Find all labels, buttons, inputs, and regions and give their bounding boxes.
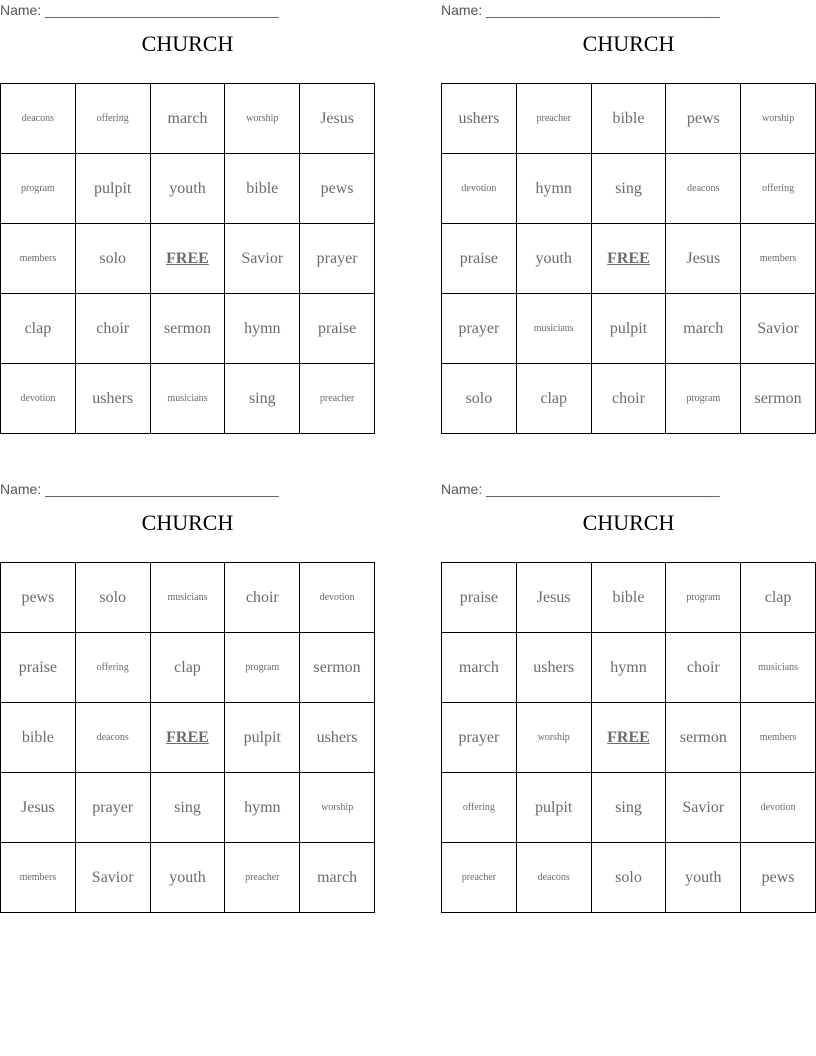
bingo-cell[interactable]: march bbox=[300, 843, 375, 913]
free-space[interactable]: FREE bbox=[151, 703, 226, 773]
bingo-cell[interactable]: pulpit bbox=[76, 154, 151, 224]
bingo-cell[interactable]: hymn bbox=[225, 294, 300, 364]
bingo-cell[interactable]: bible bbox=[592, 84, 667, 154]
bingo-cell[interactable]: sermon bbox=[300, 633, 375, 703]
bingo-grid bbox=[0, 83, 375, 434]
bingo-cell[interactable]: program bbox=[225, 633, 300, 703]
bingo-cell[interactable]: worship bbox=[741, 84, 816, 154]
bingo-cell[interactable]: youth bbox=[151, 154, 226, 224]
bingo-cell[interactable]: deacons bbox=[1, 84, 76, 154]
bingo-cell[interactable]: bible bbox=[225, 154, 300, 224]
bingo-cell[interactable]: clap bbox=[151, 633, 226, 703]
card-title: CHURCH bbox=[582, 510, 675, 535]
name-label: Name: bbox=[441, 481, 483, 497]
bingo-cell[interactable]: musicians bbox=[741, 633, 816, 703]
bingo-cell[interactable]: devotion bbox=[1, 364, 76, 434]
bingo-cell[interactable]: ushers bbox=[76, 364, 151, 434]
bingo-cell[interactable]: hymn bbox=[517, 154, 592, 224]
name-line bbox=[0, 0, 375, 20]
bingo-cell[interactable]: musicians bbox=[151, 364, 226, 434]
name-line bbox=[441, 0, 816, 20]
bingo-cell[interactable]: solo bbox=[592, 843, 667, 913]
bingo-cell[interactable]: preacher bbox=[517, 84, 592, 154]
bingo-cell[interactable]: sermon bbox=[666, 703, 741, 773]
bingo-cell[interactable]: choir bbox=[666, 633, 741, 703]
bingo-cell[interactable]: Jesus bbox=[517, 563, 592, 633]
bingo-cell[interactable]: program bbox=[1, 154, 76, 224]
bingo-cell[interactable]: youth bbox=[151, 843, 226, 913]
bingo-cell[interactable]: praise bbox=[1, 633, 76, 703]
bingo-cell[interactable]: prayer bbox=[300, 224, 375, 294]
bingo-cell[interactable]: prayer bbox=[76, 773, 151, 843]
name-blank[interactable]: ______________________________ bbox=[486, 2, 720, 18]
bingo-cell[interactable]: offering bbox=[76, 84, 151, 154]
bingo-cell[interactable]: members bbox=[741, 224, 816, 294]
bingo-cell[interactable]: sing bbox=[225, 364, 300, 434]
bingo-cell[interactable]: pulpit bbox=[592, 294, 667, 364]
bingo-cell[interactable]: members bbox=[1, 224, 76, 294]
bingo-cell[interactable]: devotion bbox=[300, 563, 375, 633]
bingo-cell[interactable]: march bbox=[442, 633, 517, 703]
bingo-cell[interactable]: prayer bbox=[442, 703, 517, 773]
bingo-cell[interactable]: offering bbox=[741, 154, 816, 224]
bingo-cell[interactable]: praise bbox=[442, 563, 517, 633]
bingo-cell[interactable]: sermon bbox=[151, 294, 226, 364]
name-label: Name: bbox=[441, 2, 483, 18]
bingo-grid bbox=[441, 83, 816, 434]
bingo-cell[interactable]: march bbox=[151, 84, 226, 154]
bingo-cell[interactable]: clap bbox=[517, 364, 592, 434]
bingo-cell[interactable]: choir bbox=[225, 563, 300, 633]
bingo-cell[interactable]: ushers bbox=[442, 84, 517, 154]
bingo-grid bbox=[441, 562, 816, 913]
bingo-cell[interactable]: sing bbox=[592, 154, 667, 224]
bingo-cell[interactable]: worship bbox=[300, 773, 375, 843]
bingo-cell[interactable]: choir bbox=[592, 364, 667, 434]
bingo-cell[interactable]: bible bbox=[592, 563, 667, 633]
bingo-cell[interactable]: Savior bbox=[741, 294, 816, 364]
name-blank[interactable]: ______________________________ bbox=[45, 2, 279, 18]
bingo-cell[interactable]: preacher bbox=[300, 364, 375, 434]
bingo-cell[interactable]: hymn bbox=[225, 773, 300, 843]
bingo-cell[interactable]: deacons bbox=[76, 703, 151, 773]
bingo-cell[interactable]: program bbox=[666, 563, 741, 633]
bingo-cell[interactable]: solo bbox=[76, 224, 151, 294]
bingo-cell[interactable]: offering bbox=[76, 633, 151, 703]
bingo-cell[interactable]: preacher bbox=[442, 843, 517, 913]
bingo-cell[interactable]: devotion bbox=[442, 154, 517, 224]
bingo-cell[interactable]: Savior bbox=[76, 843, 151, 913]
bingo-cell[interactable]: Jesus bbox=[666, 224, 741, 294]
bingo-cell[interactable]: preacher bbox=[225, 843, 300, 913]
bingo-card-1 bbox=[0, 0, 375, 434]
bingo-cell[interactable]: hymn bbox=[592, 633, 667, 703]
bingo-cell[interactable]: bible bbox=[1, 703, 76, 773]
name-blank[interactable]: ______________________________ bbox=[486, 481, 720, 497]
name-line bbox=[0, 479, 375, 499]
bingo-cell[interactable]: choir bbox=[76, 294, 151, 364]
bingo-cell[interactable]: pews bbox=[1, 563, 76, 633]
bingo-cell[interactable]: youth bbox=[517, 224, 592, 294]
name-blank[interactable]: ______________________________ bbox=[45, 481, 279, 497]
name-line bbox=[441, 479, 816, 499]
free-space[interactable]: FREE bbox=[592, 703, 667, 773]
bingo-cell[interactable]: solo bbox=[76, 563, 151, 633]
bingo-cell[interactable]: clap bbox=[1, 294, 76, 364]
name-label: Name: bbox=[0, 481, 42, 497]
bingo-cell[interactable]: offering bbox=[442, 773, 517, 843]
card-title: CHURCH bbox=[141, 510, 234, 535]
bingo-cell[interactable]: march bbox=[666, 294, 741, 364]
bingo-cell[interactable]: deacons bbox=[666, 154, 741, 224]
bingo-cell[interactable]: praise bbox=[442, 224, 517, 294]
bingo-cell[interactable]: Jesus bbox=[1, 773, 76, 843]
bingo-cell[interactable]: pews bbox=[741, 843, 816, 913]
bingo-cell[interactable]: ushers bbox=[300, 703, 375, 773]
bingo-card-4 bbox=[441, 479, 816, 913]
bingo-cell[interactable]: praise bbox=[300, 294, 375, 364]
bingo-cell[interactable]: pulpit bbox=[517, 773, 592, 843]
bingo-cell[interactable]: sermon bbox=[741, 364, 816, 434]
bingo-cell[interactable]: pulpit bbox=[225, 703, 300, 773]
bingo-cell[interactable]: worship bbox=[225, 84, 300, 154]
bingo-cell[interactable]: Jesus bbox=[300, 84, 375, 154]
bingo-cell[interactable]: members bbox=[1, 843, 76, 913]
bingo-cell[interactable]: solo bbox=[442, 364, 517, 434]
bingo-cell[interactable]: Savior bbox=[225, 224, 300, 294]
bingo-cell[interactable]: devotion bbox=[741, 773, 816, 843]
bingo-grid bbox=[0, 562, 375, 913]
bingo-cell[interactable]: Savior bbox=[666, 773, 741, 843]
bingo-cell[interactable]: worship bbox=[517, 703, 592, 773]
bingo-cell[interactable]: ushers bbox=[517, 633, 592, 703]
bingo-card-2 bbox=[441, 0, 816, 434]
bingo-cell[interactable]: pews bbox=[666, 84, 741, 154]
card-title: CHURCH bbox=[582, 31, 675, 56]
bingo-card-3 bbox=[0, 479, 375, 913]
free-space[interactable]: FREE bbox=[592, 224, 667, 294]
free-space[interactable]: FREE bbox=[151, 224, 226, 294]
bingo-cell[interactable]: pews bbox=[300, 154, 375, 224]
name-label: Name: bbox=[0, 2, 42, 18]
card-title: CHURCH bbox=[141, 31, 234, 56]
bingo-cell[interactable]: sing bbox=[592, 773, 667, 843]
bingo-cell[interactable]: musicians bbox=[151, 563, 226, 633]
bingo-cell[interactable]: prayer bbox=[442, 294, 517, 364]
bingo-cell[interactable]: deacons bbox=[517, 843, 592, 913]
bingo-cell[interactable]: youth bbox=[666, 843, 741, 913]
bingo-cell[interactable]: clap bbox=[741, 563, 816, 633]
bingo-cell[interactable]: sing bbox=[151, 773, 226, 843]
bingo-cell[interactable]: members bbox=[741, 703, 816, 773]
bingo-cell[interactable]: program bbox=[666, 364, 741, 434]
bingo-cell[interactable]: musicians bbox=[517, 294, 592, 364]
